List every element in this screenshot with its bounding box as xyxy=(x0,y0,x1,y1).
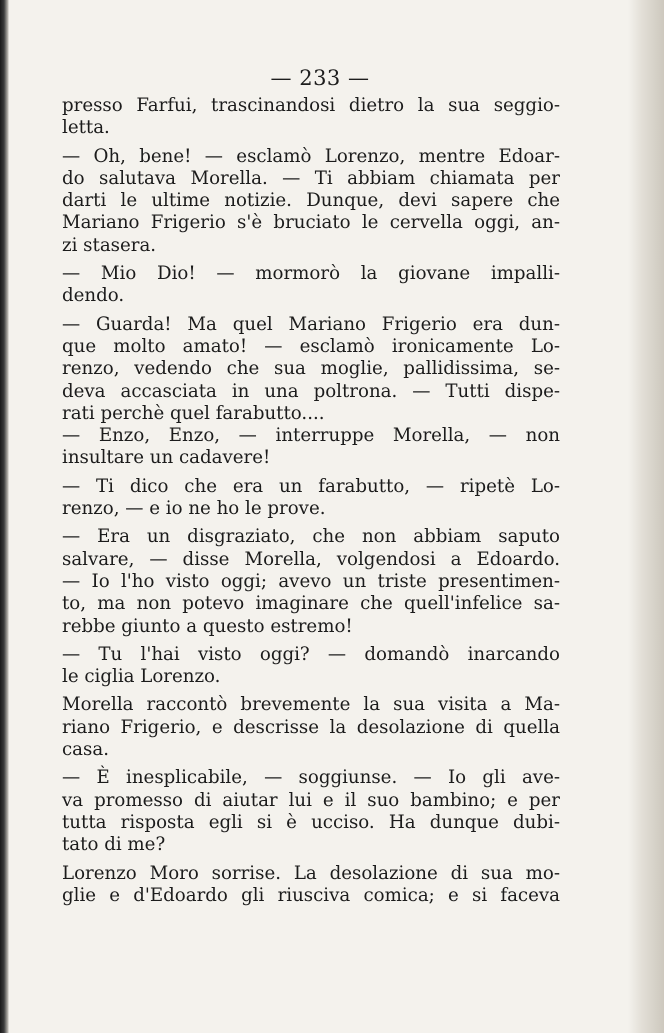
text-line: casa. xyxy=(62,739,109,761)
binding-shadow xyxy=(0,0,9,1033)
text-line: darti le ultime notizie. Dunque, devi sapere che xyxy=(62,190,560,212)
text-line: — Oh, bene! — esclamò Lorenzo, mentre Edoar- xyxy=(62,145,560,167)
text-line: tato di me? xyxy=(62,834,166,856)
text-line: renzo, — e io ne ho le prove. xyxy=(62,498,326,520)
text-line: — Tu l'hai visto oggi? — domandò inarcando xyxy=(62,643,560,665)
text-line: que molto amato! — esclamò ironicamente Lo- xyxy=(62,335,560,357)
text-line: riano Frigerio, e descrisse la desolazione di quella xyxy=(62,716,560,738)
text-line: rebbe giunto a questo estremo! xyxy=(62,615,353,637)
text-line: dendo. xyxy=(62,285,125,307)
body-text xyxy=(62,95,560,907)
text-line: — Enzo, Enzo, — interruppe Morella, — non xyxy=(62,425,560,447)
text-line: zi stasera. xyxy=(62,234,157,256)
text-line: tutta risposta egli si è ucciso. Ha dunque dubi- xyxy=(62,811,560,833)
text-line: — Guarda! Ma quel Mariano Frigerio era dun- xyxy=(62,313,560,335)
text-line: insultare un cadavere! xyxy=(62,447,271,469)
text-line: renzo, vedendo che sua moglie, pallidissima, se- xyxy=(62,358,560,380)
text-line: — Io l'ho visto oggi; avevo un triste presentimen- xyxy=(62,570,560,592)
text-line: deva accasciata in una poltrona. — Tutti dispe- xyxy=(62,380,560,402)
text-line: to, ma non potevo imaginare che quell'infelice sa- xyxy=(62,593,560,615)
text-line: va promesso di aiutar lui e il suo bambino; e per xyxy=(62,789,560,811)
text-line: le ciglia Lorenzo. xyxy=(62,666,221,688)
text-line: salvare, — disse Morella, volgendosi a Edoardo. xyxy=(62,548,560,570)
text-line: letta. xyxy=(62,117,110,139)
text-line: glie e d'Edoardo gli riusciva comica; e si faceva xyxy=(62,884,560,906)
page-number: — 233 — xyxy=(270,66,370,90)
text-line: — È inesplicabile, — soggiunse. — Io gli ave- xyxy=(62,767,560,789)
text-line: — Era un disgraziato, che non abbiam saputo xyxy=(62,526,560,548)
text-line: Mariano Frigerio s'è bruciato le cervella oggi, an- xyxy=(62,212,560,234)
page-edge-shadow xyxy=(628,0,664,1033)
text-line: rati perchè quel farabutto.... xyxy=(62,402,325,424)
text-line: — Mio Dio! — mormorò la giovane impalli- xyxy=(62,263,560,285)
text-line: presso Farfui, trascinandosi dietro la sua seggio- xyxy=(62,95,560,116)
text-line: Lorenzo Moro sorrise. La desolazione di sua mo- xyxy=(62,862,560,884)
text-line: — Ti dico che era un farabutto, — ripetè Lo- xyxy=(62,475,560,497)
text-line: Morella raccontò brevemente la sua visita a Ma- xyxy=(62,694,560,716)
text-line: do salutava Morella. — Ti abbiam chiamata per xyxy=(62,167,560,189)
